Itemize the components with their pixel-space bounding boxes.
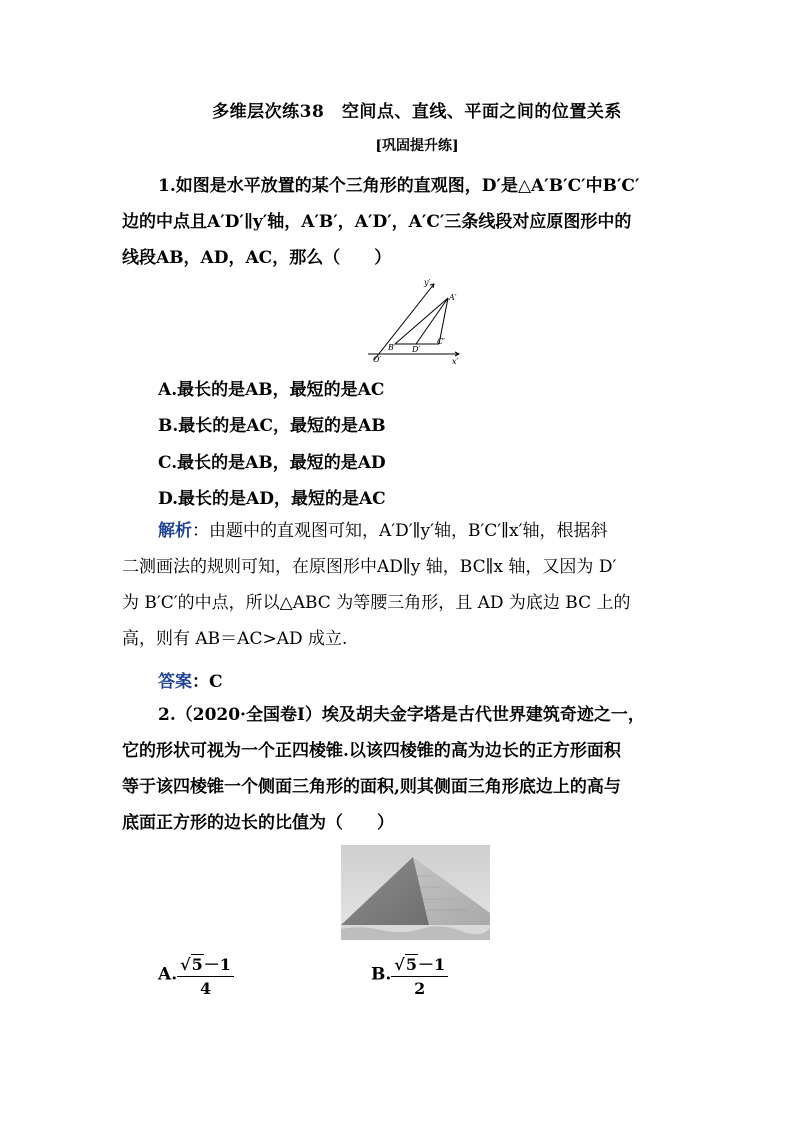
label-x: x′ xyxy=(452,357,459,366)
q2-option-a xyxy=(158,952,234,998)
oblique-triangle-figure xyxy=(364,276,464,368)
answer-label: 答案 xyxy=(158,672,192,692)
label-a: A′ xyxy=(449,293,457,302)
label-d: D′ xyxy=(412,345,421,354)
q2-option-b xyxy=(371,952,448,998)
analysis-line: ：由题中的直观图可知，A′D′∥y′轴，B′C′∥x′轴，根据斜 xyxy=(192,521,608,541)
question-2-line: 底面正方形的边长的比值为（ ） xyxy=(122,813,394,833)
numerator-minus: －1 xyxy=(203,955,231,974)
q2-option-a-fraction: $\frac{√5-1}{4}$ xyxy=(177,952,234,998)
label-c: C′ xyxy=(437,337,445,346)
q2-option-a-letter: A. xyxy=(158,964,178,985)
analysis-line: 二测画法的规则可知，在原图形中AD∥y 轴，BC∥x 轴，又因为 D′ xyxy=(122,557,617,577)
option-a: A.最长的是AB，最短的是AC xyxy=(158,380,385,400)
label-y: y′ xyxy=(424,278,431,287)
pyramid-photo xyxy=(341,845,490,940)
section-subtitle: [巩固提升练] xyxy=(375,138,459,154)
question-1-stem xyxy=(122,168,674,276)
numerator-minus: －1 xyxy=(417,955,446,974)
y-axis-line xyxy=(374,284,434,360)
radicand: 5 xyxy=(191,955,203,974)
analysis-block xyxy=(122,513,674,657)
analysis-line: 为 B′C′的中点，所以△ABC 为等腰三角形，且 AD 为底边 BC 上的 xyxy=(122,593,631,613)
question-2-line: 等于该四棱锥一个侧面三角形的面积,则其侧面三角形底边上的高与 xyxy=(122,777,621,797)
question-2-line: 它的形状可视为一个正四棱锥.以该四棱锥的高为边长的正方形面积 xyxy=(122,741,621,761)
question-1-line: 线段AB，AD，AC，那么（ ） xyxy=(122,248,392,268)
denominator: 2 xyxy=(414,979,426,998)
question-1-line: 边的中点且A′D′∥y′轴，A′B′，A′D′，A′C′三条线段对应原图形中的 xyxy=(122,212,632,232)
q2-option-b-letter: B. xyxy=(371,964,392,985)
denominator: 4 xyxy=(199,979,212,998)
question-2-stem xyxy=(122,697,674,841)
analysis-line: 高，则有 AB＝AC>AD 成立. xyxy=(122,629,348,649)
label-b: B′ xyxy=(388,343,396,352)
q2-option-b-fraction: $\frac{√5-1}{2}$ xyxy=(391,952,448,998)
radicand: 5 xyxy=(405,955,417,974)
page-title: 多维层次练38 空间点、直线、平面之间的位置关系 xyxy=(212,102,622,122)
analysis-label: 解析 xyxy=(158,521,192,541)
option-c: C.最长的是AB，最短的是AD xyxy=(158,453,386,473)
label-o: O′ xyxy=(373,355,382,364)
answer-line xyxy=(158,667,223,692)
question-2-line: 2.（2020·全国卷Ⅰ）埃及胡夫金字塔是古代世界建筑奇迹之一， xyxy=(158,705,645,725)
option-d: D.最长的是AD，最短的是AC xyxy=(158,489,386,509)
option-b: B.最长的是AC，最短的是AB xyxy=(158,416,386,436)
answer-value: ：C xyxy=(192,672,223,692)
question-1-line: 1.如图是水平放置的某个三角形的直观图，D′是△A′B′C′中B′C′ xyxy=(158,176,640,196)
